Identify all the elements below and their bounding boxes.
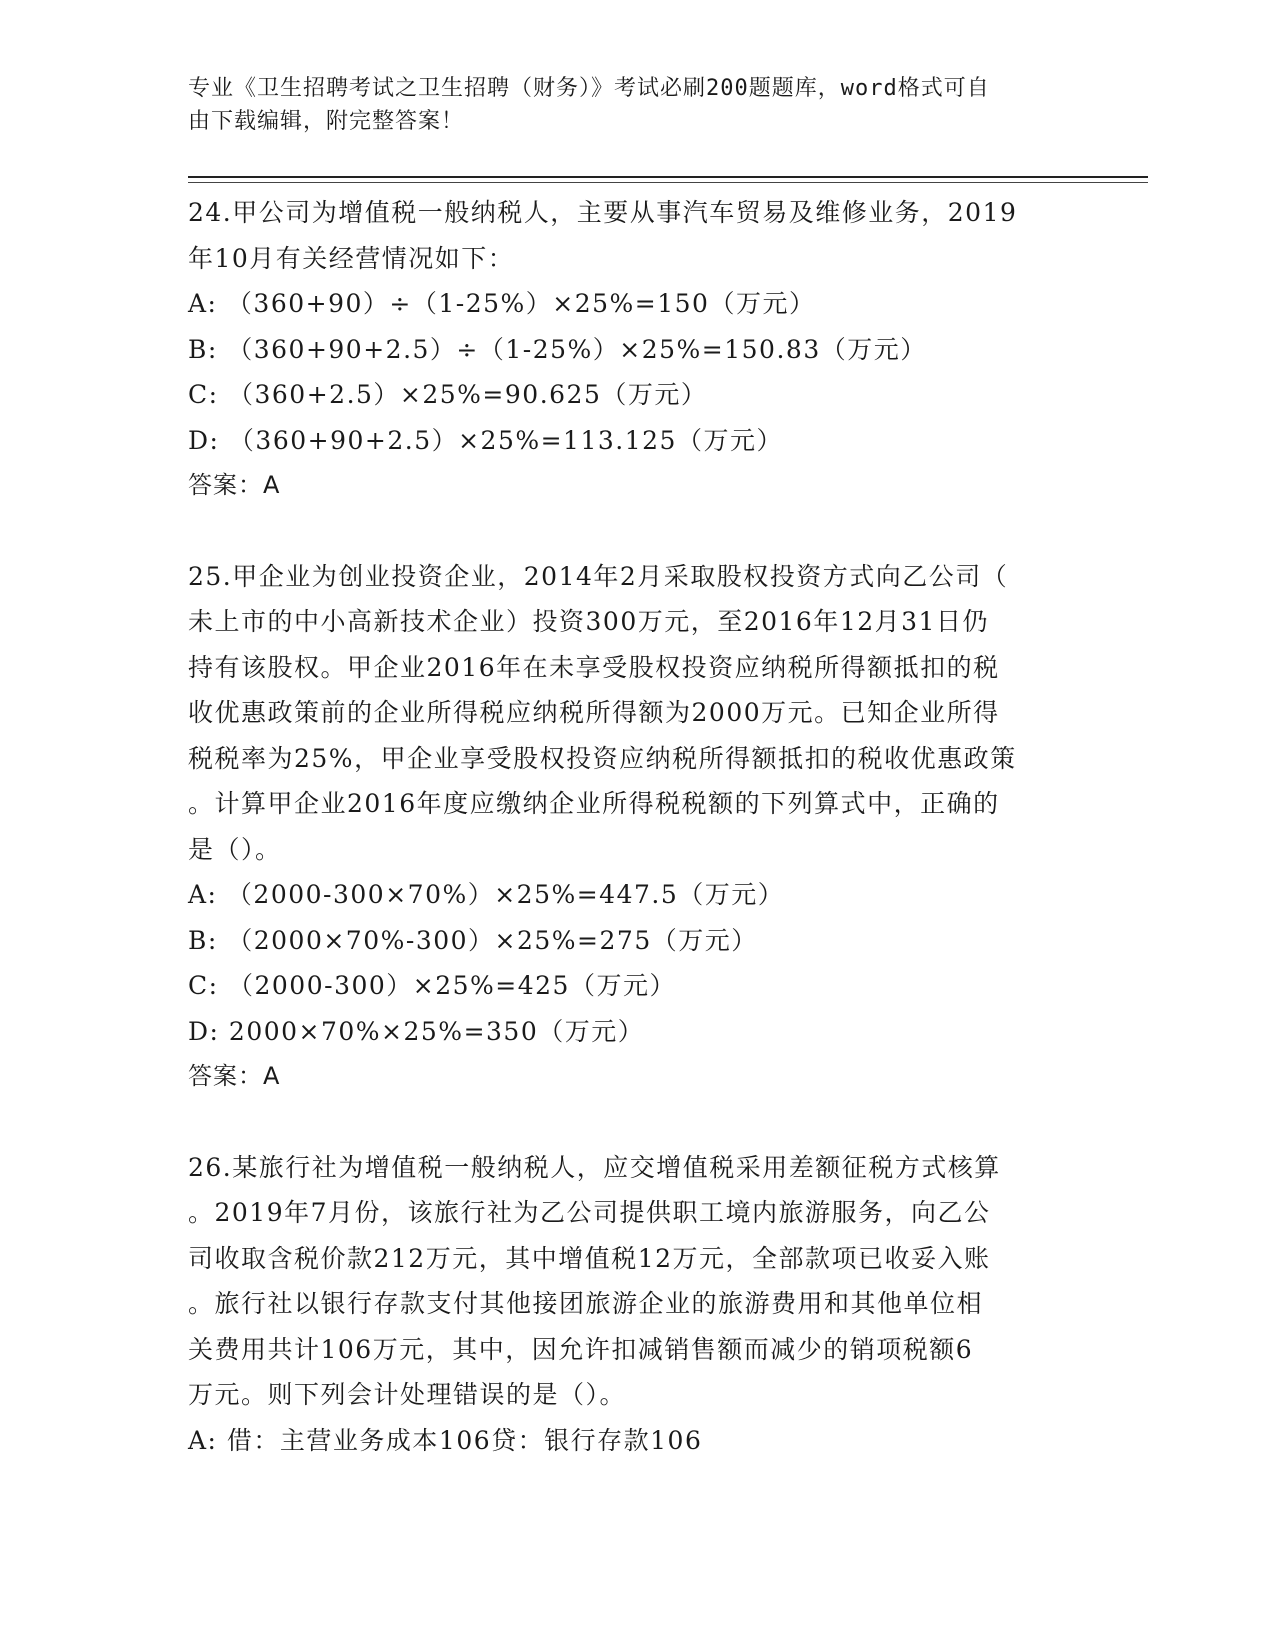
header-divider-thin [188,182,1148,183]
spacer [188,1100,1088,1145]
question-stem-line: 24.甲公司为增值税一般纳税人，主要从事汽车贸易及维修业务，2019 [188,198,1018,227]
question-stem-line: 。旅行社以银行存款支付其他接团旅游企业的旅游费用和其他单位相 [188,1289,984,1318]
question-24 [188,190,1088,509]
question-stem-line: 税税率为25%，甲企业享受股权投资应纳税所得额抵扣的税收优惠政策 [188,743,1017,773]
question-stem-line: 26.某旅行社为增值税一般纳税人，应交增值税采用差额征税方式核算 [188,1152,1001,1182]
question-stem-line: 司收取含税价款212万元，其中增值税12万元，全部款项已收妥入账 [188,1243,991,1273]
option-a: A: （360+90）÷（1-25%）×25%=150（万元） [188,289,816,318]
option-c: C: （360+2.5）×25%=90.625（万元） [188,380,708,409]
question-stem-line: 收优惠政策前的企业所得税应纳税所得额为2000万元。已知企业所得 [188,698,1000,727]
option-a: A: （2000-300×70%）×25%=447.5（万元） [188,880,785,909]
answer-label: 答案：A [188,1062,281,1090]
question-stem-line: 关费用共计106万元，其中，因允许扣减销售额而减少的销项税额6 [188,1334,974,1364]
question-stem-line: 是（）。 [188,834,282,864]
header-divider-thick [188,176,1148,178]
question-stem-line: 未上市的中小高新技术企业）投资300万元，至2016年12月31日仍 [188,607,989,636]
question-25 [188,554,1088,1100]
option-d: D: 2000×70%×25%=350（万元） [188,1016,645,1046]
spacer [188,509,1088,554]
answer-label: 答案：A [188,471,281,499]
header-line-2: 由下载编辑，附完整答案！ [188,109,465,134]
question-stem-line: 。2019年7月份，该旅行社为乙公司提供职工境内旅游服务，向乙公 [188,1198,991,1227]
option-b: B: （2000×70%-300）×25%=275（万元） [188,925,758,955]
question-stem-line: 25.甲企业为创业投资企业，2014年2月采取股权投资方式向乙公司（ [188,561,1009,591]
question-stem-line: 。计算甲企业2016年度应缴纳企业所得税税额的下列算式中，正确的 [188,789,1000,818]
option-c: C: （2000-300）×25%=425（万元） [188,971,676,1000]
option-b: B: （360+90+2.5）÷（1-25%）×25%=150.83（万元） [188,334,927,364]
option-a: A: 借：主营业务成本106贷：银行存款106 [188,1425,703,1455]
document-body [188,190,1088,1463]
question-26 [188,1145,1088,1464]
option-d: D: （360+90+2.5）×25%=113.125（万元） [188,425,783,455]
document-header [188,72,1068,138]
header-line-1: 专业《卫生招聘考试之卫生招聘（财务）》考试必刷200题题库，word格式可自 [188,76,990,101]
question-stem-line: 年10月有关经营情况如下： [188,243,515,273]
question-stem-line: 持有该股权。甲企业2016年在未享受股权投资应纳税所得额抵扣的税 [188,652,1000,682]
question-stem-line: 万元。则下列会计处理错误的是（）。 [188,1380,627,1409]
